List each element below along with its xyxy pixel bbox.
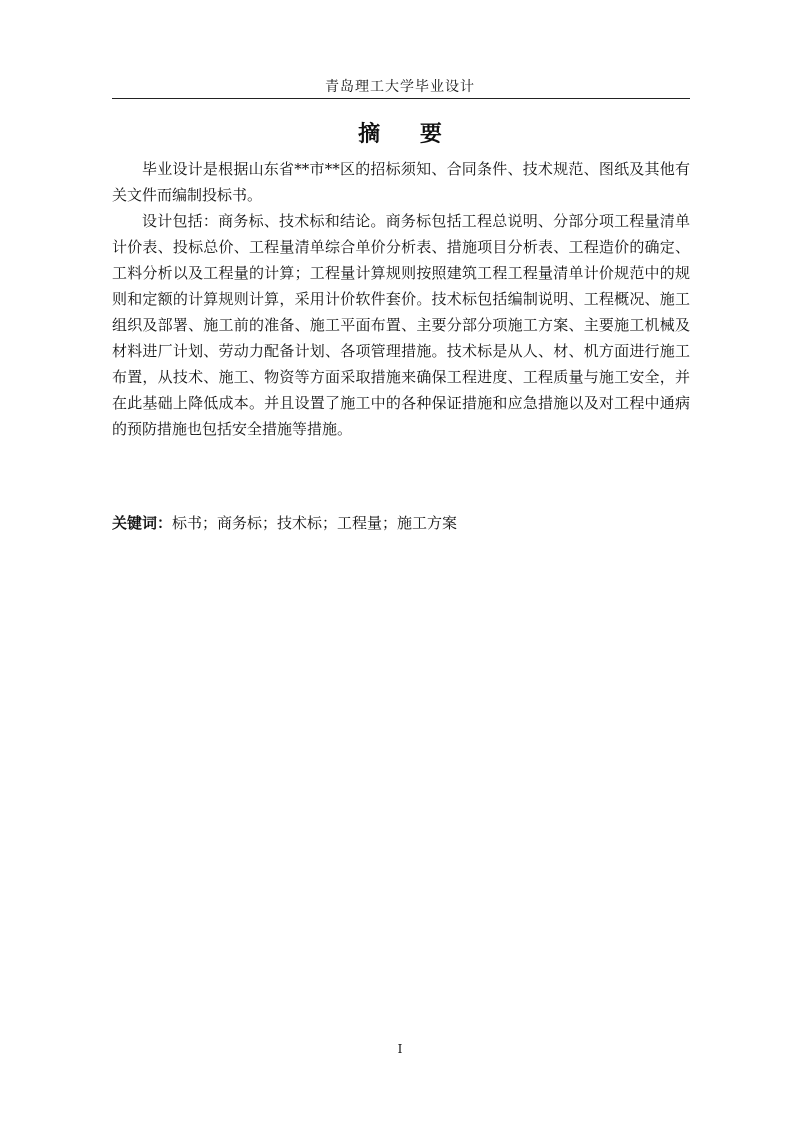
- abstract-body: [112, 156, 690, 442]
- abstract-paragraph-1: 毕业设计是根据山东省**市**区的招标须知、合同条件、技术规范、图纸及其他有关文件而编制投标书。: [112, 160, 690, 204]
- keywords-label: 关键词：: [112, 514, 173, 532]
- page-number: I: [397, 1042, 403, 1056]
- keywords-value: 标书；商务标；技术标；工程量；施工方案: [172, 514, 458, 532]
- header-divider: [112, 98, 690, 99]
- abstract-title: 摘 要: [358, 121, 458, 147]
- keywords-line: [112, 510, 690, 536]
- abstract-paragraph-2: 设计包括：商务标、技术标和结论。商务标包括工程总说明、分部分项工程量清单计价表、投标总价、工程量清单综合单价分析表、措施项目分析表、工程造价的确定、工料分析以及工程量的计算；工程量计算规则按照建筑工程工程量清单计价规范中的规则和定额的计算规则计算，采用计价软件套价。技术标包括编制说明、工程概况、施工组织及部署、施工前的准备、施工平面布置、主要分部分项施工方案、主要施工机械及材料进厂计划、劳动力配备计划、各项管理措施。技术标是从人、材、机方面进行施工布置，从技术、施工、物资等方面采取措施来确保工程进度、工程质量与施工安全，并在此基础上降低成本。并且设置了施工中的各种保证措施和应急措施以及对工程中通病的预防措施也包括安全措施等措施。: [112, 212, 690, 438]
- running-header: 青岛理工大学毕业设计: [325, 79, 475, 95]
